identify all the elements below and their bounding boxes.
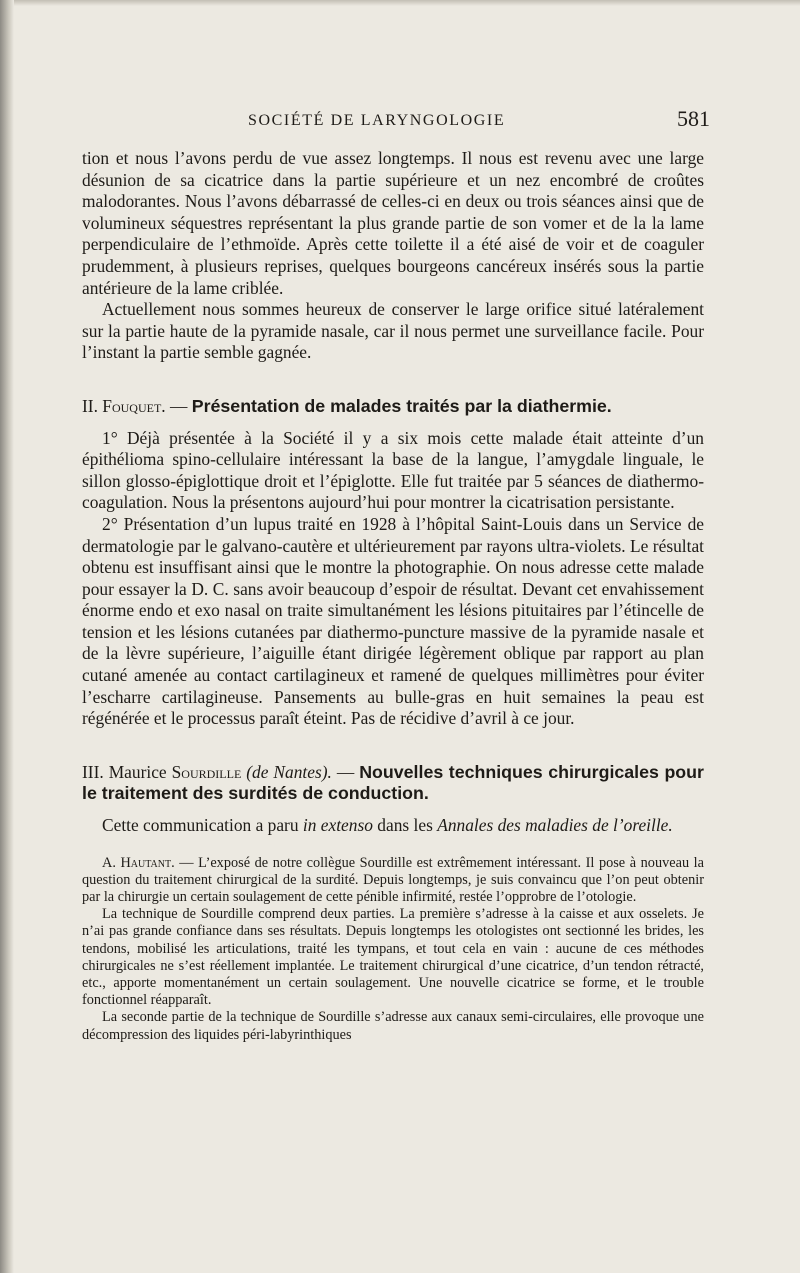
section-3-text-start: Cette communication a paru (102, 815, 299, 836)
running-title: SOCIÉTÉ DE LARYNGOLOGIE (248, 112, 506, 129)
intro-paragraph-1: tion et nous l’avons perdu de vue assez longtemps. Il nous est revenu avec une large désunion de sa cicatrice dans la partie supérieure et un nez encombré de croûtes malodorantes. Nous l’avons débarrassé de celles-ci en deux ou trois séances ainsi que de volumineux séquestres représentant la plus grande partie de son vomer et de la la lame perpendiculaire de l’ethmoïde. Après cette toilette il a été aisé de voir et de coaguler prudemment, à plusieurs reprises, quelques bourgeons cancéreux insérés sous la partie antérieure de la lame criblée. (82, 148, 704, 298)
section-3-dash: — (336, 761, 355, 782)
page-binding-shadow (0, 0, 14, 1273)
section-3-author-first: Maurice (108, 761, 167, 782)
body-text (82, 148, 704, 1044)
section-2-paragraph-1: 1° Déjà présentée à la Société il y a six mois cette malade était atteinte d’un épithélioma spino-cellulaire intéressant la base de la langue, l’amygdale linguale, le sillon glosso-épiglottique droit et l’épiglotte. Elle fut traitée par 5 séances de diathermo-coagulation. Nous la présentons aujourd’hui pour montrer la cicatrisation persistante. (82, 427, 704, 513)
section-2 (82, 396, 704, 730)
section-2-heading (82, 396, 704, 418)
section-3 (82, 762, 704, 837)
running-header (80, 106, 710, 134)
section-3-origin: (de Nantes). (246, 761, 332, 782)
spacer (82, 418, 704, 428)
discussion-paragraph-3: La seconde partie de la technique de Sourdille s’adresse aux canaux semi-circulaires, elle provoque une décompression des liquides péri-labyrinthiques (82, 1009, 704, 1043)
spacer (82, 364, 704, 382)
discussion-speaker: A. Hautant. (102, 854, 175, 871)
page-number: 581 (677, 106, 710, 131)
section-2-title: Présentation de malades traités par la diathermie. (191, 395, 612, 416)
section-2-number: II. (82, 395, 98, 416)
intro-paragraph-2: Actuellement nous sommes heureux de conserver le large orifice situé latéralement sur la partie haute de la pyramide nasale, car il nous permet une surveillance facile. Pour l’instant la partie semble gagnée. (82, 299, 704, 363)
section-2-paragraph-2: 2° Présentation d’un lupus traité en 1928 à l’hôpital Saint-Louis dans un Service de dermatologie par le galvano-cautère et ultérieurement par rayons ultra-violets. Le résultat obtenu est insuffisant ainsi que le montre la photographie. On nous adresse cette malade pour essayer la D. C. sans avoir beaucoup d’espoir de résultat. Devant cet envahissement énorme endo et exo nasal on traite simultanément les lésions pituitaires par l’étincelle de tension et les lésions cutanées par diathermo-puncture massive de la pyramide nasale et de la lèvre supérieure, l’aiguille étant dirigée légèrement oblique par rapport au plan cutané amenée au contact cartilagineux et ramené de quelques millimètres pour éviter l’escharre cartilagineuse. Pansements au bulle-gras en huit semaines la peau est régénérée et le processus paraît éteint. Pas de récidive d’avril à ce jour. (82, 513, 704, 729)
section-3-number: III. (82, 761, 104, 782)
section-2-dash: — (170, 395, 188, 416)
spacer (82, 730, 704, 748)
section-3-paragraph (82, 815, 704, 837)
section-3-italic-phrase: in extenso (302, 815, 373, 836)
section-3-heading (82, 762, 704, 805)
page-top-shadow (0, 0, 800, 6)
section-3-title: Nouvelles techniques chirurgicales pour le traitement des surdités de conduction. (82, 761, 704, 804)
section-3-text-mid: dans les (377, 815, 433, 836)
section-2-author: Fouquet. (102, 395, 166, 416)
discussion-paragraph-2: La technique de Sourdille comprend deux parties. La première s’adresse à la caisse et aux osselets. Je n’ai pas grande confiance dans ses résultats. Depuis longtemps les otologistes ont sectionné les brides, les tendons, mobilisé les articulations, traité les tympans, et tout cela en vain : aucune de ces méthodes chirurgicales ne s’est réellement implantée. Le traitement chirurgical d’une cicatrice, d’un tendon rétracté, etc., apporte momentanément un certain soulagement. Une nouvelle cicatrice se forme, et le trouble fonctionnel réapparaît. (82, 906, 704, 1009)
section-3-author-last: Sourdille (171, 761, 242, 782)
discussion-text-1: — L’exposé de notre collègue Sourdille est extrêmement intéressant. Il pose à nouveau la question du traitement chirurgical de la surdité. Depuis longtemps, je suis convaincu que l’on peut obtenir par la chirurgie un certain soulagement de cette pénible infirmité, restée l’opprobre de l’otologie. (82, 854, 704, 906)
discussion-paragraph-1 (82, 855, 704, 907)
discussion (82, 855, 704, 1044)
section-3-journal: Annales des maladies de l’oreille. (437, 815, 673, 836)
spacer (82, 837, 704, 855)
spacer (82, 805, 704, 815)
